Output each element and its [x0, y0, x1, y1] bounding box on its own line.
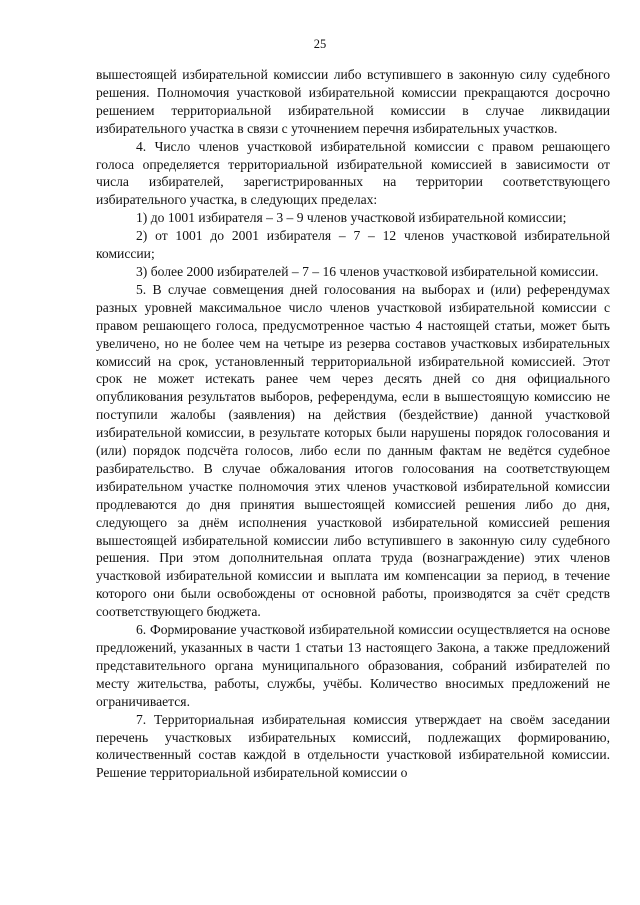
list-item-3: 3) более 2000 избирателей – 7 – 16 членов участковой избирательной комиссии. [136, 263, 599, 279]
list-item-2: 2) от 1001 до 2001 избирателя – 7 – 12 членов участковой избирательной комиссии; [96, 228, 610, 262]
document-body [96, 66, 610, 782]
paragraph-continuation: вышестоящей избирательной комиссии либо вступившего в законную силу судебного решения. Полномочия участковой избирательной комиссии прекращаются досрочно решением территориальной избирательной комиссии в случае ликвидации избирательного участка в связи с уточнением перечня избирательных участков. [96, 67, 610, 136]
paragraph-item-6: 6. Формирование участковой избирательной комиссии осуществляется на основе предложений, указанных в части 1 статьи 13 настоящего Закона, а также предложений представительного органа муниципального образования, собраний избирателей по месту жительства, работы, службы, учёбы. Количество вносимых предложений не ограничивается. [96, 622, 610, 709]
list-item-1: 1) до 1001 избирателя – 3 – 9 членов участковой избирательной комиссии; [136, 210, 567, 226]
page-number: 25 [313, 37, 327, 51]
paragraph-item-5: 5. В случае совмещения дней голосования на выборах и (или) референдумах разных уровней максимальное число членов участковой избирательной комиссии с правом решающего голоса, предусмотренное частью 4 настоящей статьи, может быть увеличено, но не более чем на четыре из резерва составов участковых избирательных комиссий на срок, установленный территориальной избирательной комиссией. Этот срок не может истекать ранее чем через десять дней со дня официального опубликования результатов выборов, референдума, если в вышестоящую комиссию не поступили жалобы (заявления) на действия (бездействие) данной участковой избирательной комиссии, в результате которых были нарушены порядок голосования и (или) порядок подсчёта голосов, либо если по данным фактам не ведётся судебное разбирательство. В случае обжалования итогов голосования на соответствующем избирательном участке полномочия этих членов участковой избирательной комиссии продлеваются до дня принятия вышестоящей комиссией решения либо до дня, следующего за днём исполнения участковой избирательной комиссией решения вышестоящей избирательной комиссии либо вступившего в законную силу судебного решения. При этом дополнительная оплата труда (вознаграждение) этих членов участковой избирательной комиссии и выплата им компенсации за период, в течение которого они были освобождены от основной работы, производятся за счёт средств соответствующего бюджета. [96, 281, 610, 620]
paragraph-item-4: 4. Число членов участковой избирательной комиссии с правом решающего голоса определяется территориальной избирательной комиссией в зависимости от числа избирателей, зарегистрированных на территории соответствующего избирательного участка, в следующих пределах: [96, 138, 610, 208]
paragraph-item-7: 7. Территориальная избирательная комиссия утверждает на своём заседании перечень участковых избирательных комиссий, подлежащих формированию, количественный состав каждой в отдельности участковой избирательной комиссии. Решение территориальной избирательной комиссии о [96, 711, 610, 781]
